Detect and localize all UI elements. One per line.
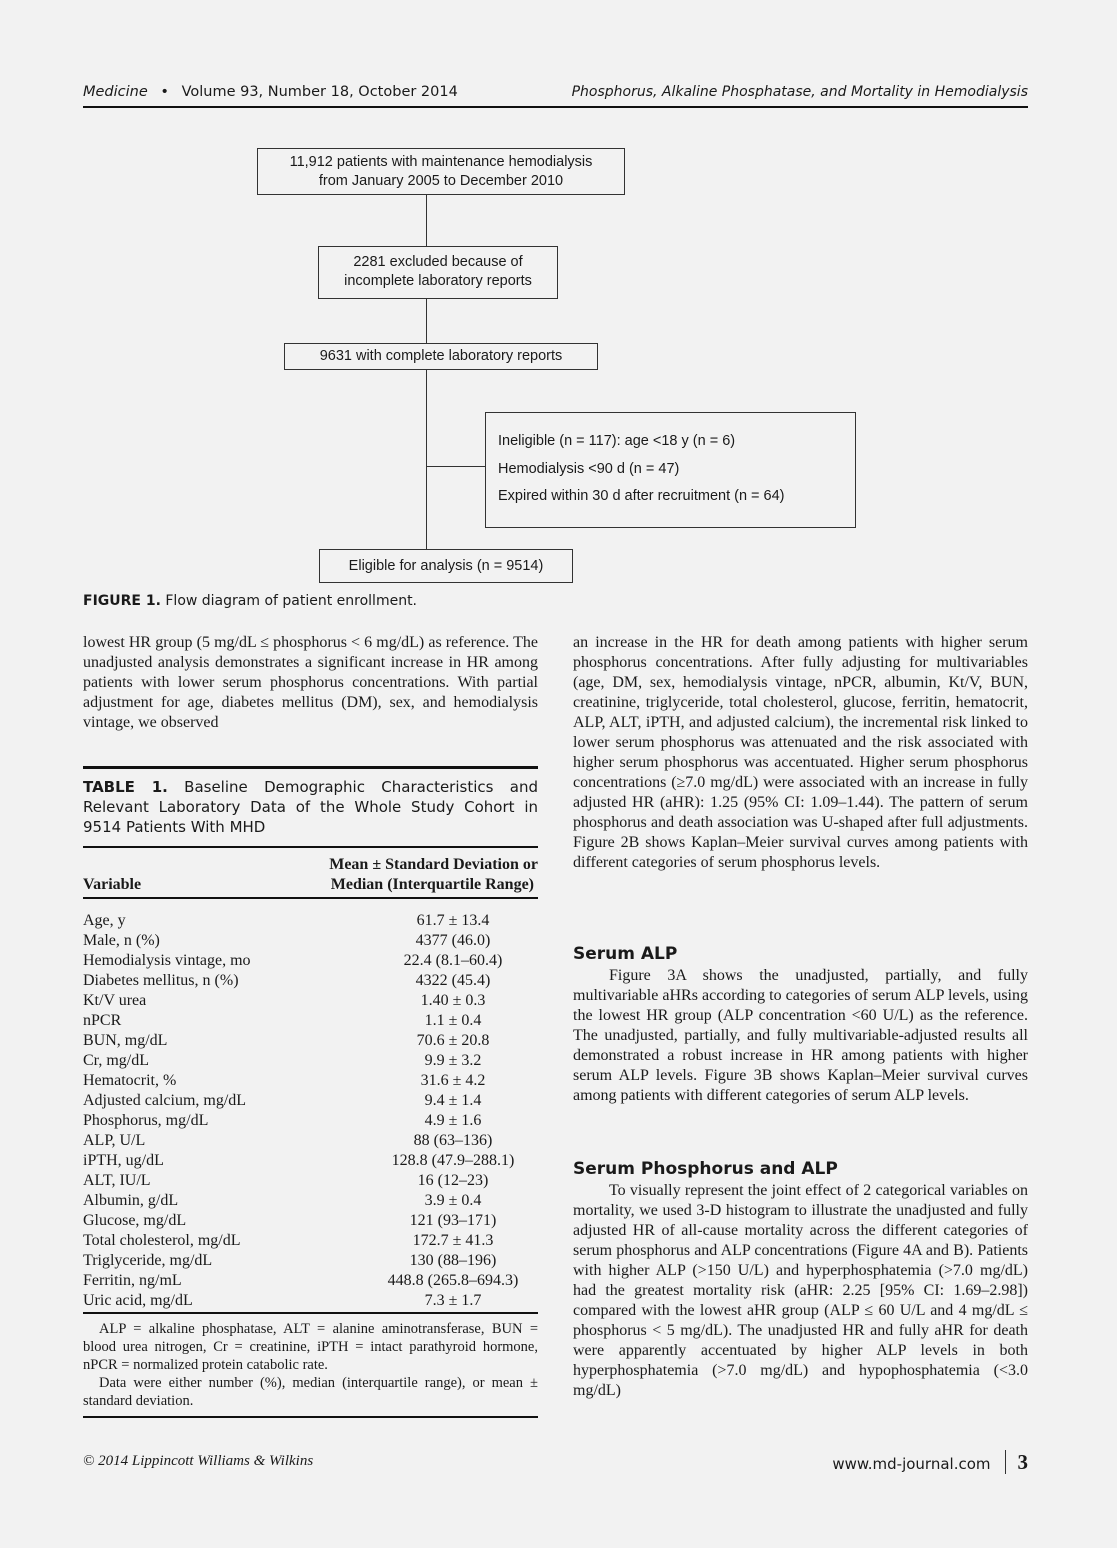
table-row [83,951,538,971]
variable-cell: Triglyceride, mg/dL [83,1252,213,1269]
variable-cell: ALP, U/L [83,1132,146,1149]
value-cell: 70.6 ± 20.8 [416,1032,490,1049]
value-cell: 172.7 ± 41.3 [412,1232,494,1249]
value-cell: 31.6 ± 4.2 [420,1072,486,1089]
value-cell: 4.9 ± 1.6 [424,1112,482,1129]
running-title: Phosphorus, Alkaline Phosphatase, and Mortality in Hemodialysis [571,84,1028,100]
value-cell: 9.4 ± 1.4 [424,1092,482,1109]
value-cell: 4377 (46.0) [415,932,491,949]
variable-cell: Diabetes mellitus, n (%) [83,972,239,989]
variable-cell: nPCR [83,1012,122,1029]
table-row [83,971,538,991]
table-row [83,1111,538,1131]
value-cell: 1.40 ± 0.3 [420,992,486,1009]
table-row [83,1171,538,1191]
column-header-variable: Variable [83,876,142,893]
variable-cell: Phosphorus, mg/dL [83,1112,209,1129]
flow-box-eligible: Eligible for analysis (n = 9514) [319,549,573,583]
value-cell: 1.1 ± 0.4 [424,1012,482,1029]
table-row [83,911,538,931]
variable-cell: Total cholesterol, mg/dL [83,1232,241,1249]
variable-cell: Kt/V urea [83,992,147,1009]
body-paragraph: Figure 3A shows the unadjusted, partially, and fully multivariable aHRs according to categories of serum ALP levels, using the lowest HR group (ALP concentration <60 U/L) as the reference. The unadjusted, partially, and fully multivariable-adjusted results all demonstrated a robust increase in HR among patients with higher serum ALP levels. Figure 3B shows Kaplan–Meier survival curves among patients with different categories of serum ALP levels. [573,967,1028,1104]
column-header-value: Median (Interquartile Range) [330,876,534,893]
table-caption-text: Baseline Demographic Characteristics and Relevant Laboratory Data of the Whole Study Cohort in 9514 Patients With MHD [83,778,538,836]
table-row [83,1191,538,1211]
header-bullet: • [160,84,169,100]
page-number: 3 [1005,1450,1029,1474]
section-heading: Serum Phosphorus and ALP [573,1159,838,1179]
table-row [83,1051,538,1071]
left-column [83,633,538,733]
value-cell: 448.8 (265.8–694.3) [387,1272,519,1289]
variable-cell: Cr, mg/dL [83,1052,150,1069]
variable-cell: Uric acid, mg/dL [83,1292,193,1309]
variable-cell: Adjusted calcium, mg/dL [83,1092,247,1109]
journal-url[interactable]: www.md-journal.com [832,1455,991,1473]
variable-cell: BUN, mg/dL [83,1032,168,1049]
column-header-value: Mean ± Standard Deviation or [329,856,538,873]
table-row [83,1291,538,1311]
table-row [83,1231,538,1251]
value-cell: 121 (93–171) [409,1212,497,1229]
table-footnote: ALP = alkaline phosphatase, ALT = alanine aminotransferase, BUN = blood urea nitrogen, Cr = creatinine, iPTH = intact parathyroid hormone, nPCR = normalized protein catabolic rate. [83,1321,538,1373]
table-top-rule [83,766,538,769]
value-cell: 130 (88–196) [409,1252,497,1269]
table-row [83,1031,538,1051]
table-rule [83,897,538,899]
table-header [83,855,538,895]
table-body [83,911,538,1311]
variable-cell: Male, n (%) [83,932,160,949]
figure-label: FIGURE 1. [83,593,161,609]
box-line: from January 2005 to December 2010 [318,173,564,189]
table-row [83,1271,538,1291]
box-line: Hemodialysis <90 d (n = 47) [498,460,680,477]
table-row [83,991,538,1011]
value-cell: 16 (12–23) [417,1172,489,1189]
value-cell: 7.3 ± 1.7 [424,1292,482,1309]
value-cell: 61.7 ± 13.4 [416,912,490,929]
connector [426,369,427,549]
variable-cell: iPTH, ug/dL [83,1152,164,1169]
section-serum-phosphorus-alp [573,1159,1028,1401]
value-cell: 9.9 ± 3.2 [424,1052,482,1069]
table-row [83,1071,538,1091]
table-row [83,931,538,951]
body-paragraph: lowest HR group (5 mg/dL ≤ phosphorus < 6 mg/dL) as reference. The unadjusted analysis demonstrates a significant increase in HR among patients with lower serum phosphorus concentrations. With partial adjustment for age, diabetes mellitus (DM), sex, and hemodialysis vintage, we observed [83,634,538,731]
box-line: 2281 excluded because of [353,254,523,270]
table-row [83,1011,538,1031]
variable-cell: ALT, IU/L [83,1172,151,1189]
section-serum-alp [573,944,1028,1106]
figure-caption [83,593,417,609]
variable-cell: Ferritin, ng/mL [83,1272,182,1289]
value-cell: 4322 (45.4) [415,972,491,989]
table-row [83,1211,538,1231]
variable-cell: Glucose, mg/dL [83,1212,187,1229]
table-row [83,1151,538,1171]
body-paragraph: To visually represent the joint effect of 2 categorical variables on mortality, we used 3-D histogram to illustrate the unadjusted and fully adjusted HR of all-cause mortality across the different categories of serum phosphorus and ALP concentrations (Figure 4A and B). Patients with higher ALP (>150 U/L) and hyperphosphatemia (>7.0 mg/dL) had the greatest mortality risk (aHR: 2.25 [95% CI: 1.69–2.98]) compared with the lowest aHR group (ALP ≤ 60 U/L and 4 mg/dL ≤ phosphorus < 5 mg/dL). The unadjusted HR and fully aHR for death were apparently accentuated by higher ALP levels in both hyperphosphatemia (>7.0 mg/dL) and hypophosphatemia (<3.0 mg/dL) [573,1182,1028,1399]
footer-copyright: © 2014 Lippincott Williams & Wilkins [83,1453,314,1469]
right-column [573,633,1028,873]
value-cell: 128.8 (47.9–288.1) [391,1152,515,1169]
box-line: Expired within 30 d after recruitment (n = 64) [498,488,785,504]
variable-cell: Hemodialysis vintage, mo [83,952,251,969]
table-label: TABLE 1. [83,778,168,796]
flow-box-ineligible [485,412,856,528]
connector [426,194,427,246]
running-header-left [83,84,458,100]
table-row [83,1251,538,1271]
table-row [83,1131,538,1151]
box-line: incomplete laboratory reports [344,273,532,289]
body-paragraph: an increase in the HR for death among patients with higher serum phosphorus concentrations. After fully adjusting for multivariables (age, DM, sex, hemodialysis vintage, nPCR, albumin, Kt/V, BUN, creatinine, triglyceride, total cholesterol, glucose, ferritin, hematocrit, ALP, ALT, iPTH, and adjusted calcium), the incremental risk linked to lower serum phosphorus was attenuated and the risk associated with higher serum phosphorus was accentuated. Higher serum phosphorus concentrations (≥7.0 mg/dL) were associated with an increase in fully adjusted HR (aHR): 1.25 (95% CI: 1.09–1.44). The pattern of serum phosphorus and death association was U-shaped after full adjustments. Figure 2B shows Kaplan–Meier survival curves among patients with different categories of serum phosphorus levels. [573,634,1028,871]
variable-cell: Hematocrit, % [83,1072,177,1089]
box-line: 11,912 patients with maintenance hemodialysis [289,154,593,170]
table-row [83,1091,538,1111]
journal-volume: Volume 93, Number 18, October 2014 [181,84,458,100]
header-rule [83,106,1028,108]
connector [426,466,485,467]
value-cell: 3.9 ± 0.4 [424,1192,482,1209]
footer-right [832,1450,1028,1475]
table-footnotes [83,1320,538,1410]
table-rule [83,846,538,848]
variable-cell: Albumin, g/dL [83,1192,179,1209]
connector [426,298,427,343]
table-caption [83,777,538,837]
value-cell: 88 (63–136) [413,1132,493,1149]
variable-cell: Age, y [83,912,126,929]
table-footnote: Data were either number (%), median (interquartile range), or mean ± standard deviation. [83,1375,538,1409]
box-line: Ineligible (n = 117): age <18 y (n = 6) [498,433,736,449]
figure-caption-text: Flow diagram of patient enrollment. [160,593,418,609]
section-heading: Serum ALP [573,944,678,964]
flow-box-excluded [318,246,558,299]
table-rule [83,1312,538,1314]
flow-box-complete: 9631 with complete laboratory reports [284,343,598,370]
table-bottom-rule [83,1416,538,1418]
flow-box-total [257,148,625,195]
value-cell: 22.4 (8.1–60.4) [403,952,503,969]
journal-name: Medicine [83,84,148,100]
